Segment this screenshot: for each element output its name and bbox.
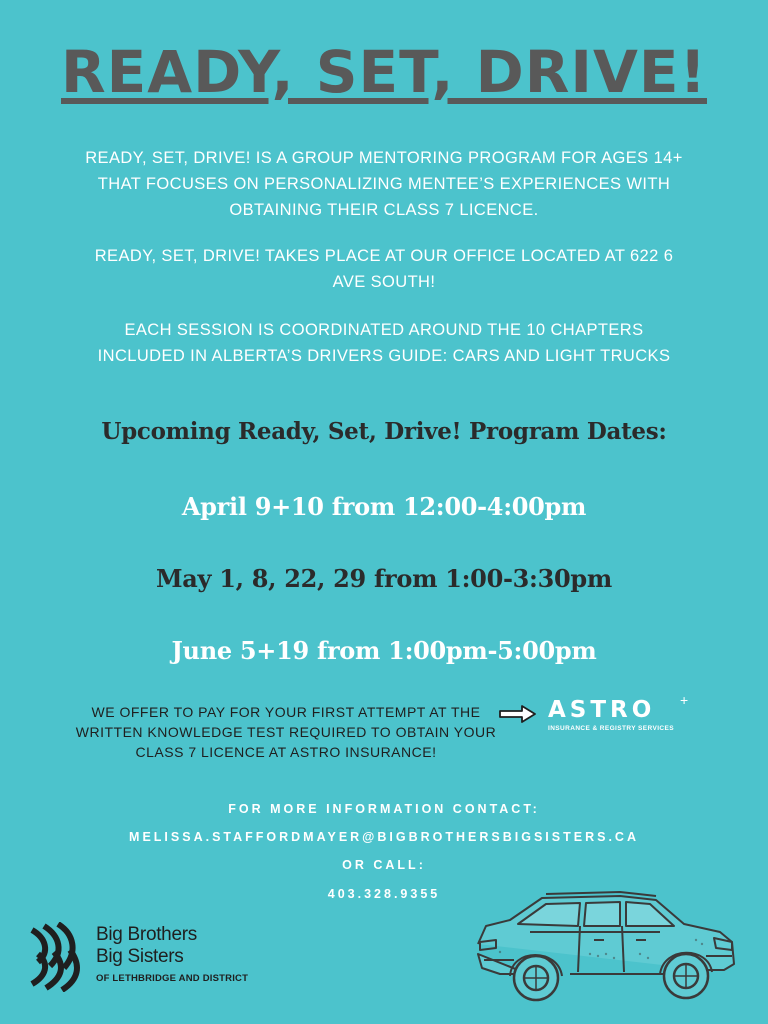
logo-line-1: Big Brothers (96, 924, 197, 945)
arrow-right-icon (498, 704, 538, 724)
astro-logo (548, 692, 708, 740)
intro-paragraph-2: READY, SET, DRIVE! TAKES PLACE AT OUR OFFICE LOCATED AT 622 6 AVE SOUTH! (94, 247, 674, 291)
logo-line-2: Big Sisters (96, 946, 184, 967)
logo-line-3: OF LETHBRIDGE AND DISTRICT (96, 973, 249, 984)
contact-heading: FOR MORE INFORMATION CONTACT: (228, 802, 540, 816)
contact-phone[interactable]: 403.328.9355 (327, 887, 441, 901)
bbbs-mark-icon (28, 922, 90, 992)
astro-logo-name: ASTRO (548, 697, 656, 723)
astro-logo-tagline: INSURANCE & REGISTRY SERVICES (548, 725, 674, 732)
contact-email[interactable]: MELISSA.STAFFORDMAYER@BIGBROTHERSBIGSISTERS.CA (129, 830, 639, 844)
plus-icon: + (680, 692, 689, 708)
date-line-june: June 5+19 from 1:00pm-5:00pm (171, 636, 597, 665)
intro-paragraph-1: READY, SET, DRIVE! IS A GROUP MENTORING PROGRAM FOR AGES 14+ THAT FOCUSES ON PERSONALIZING MENTEE’S EXPERIENCES WITH OBTAINING THEIR CLASS 7 LICENCE. (85, 149, 683, 219)
contact-or-call: OR CALL: (342, 858, 426, 872)
dates-heading: Upcoming Ready, Set, Drive! Program Dates: (101, 418, 667, 445)
car-illustration-icon (470, 884, 742, 1008)
date-line-april: April 9+10 from 12:00-4:00pm (181, 492, 587, 521)
poster-title: READY, SET, DRIVE! (61, 38, 707, 106)
bbbs-logo (28, 918, 258, 998)
intro-paragraph-3: EACH SESSION IS COORDINATED AROUND THE 10 CHAPTERS INCLUDED IN ALBERTA’S DRIVERS GUIDE: CARS AND LIGHT TRUCKS (97, 321, 671, 365)
offer-text: WE OFFER TO PAY FOR YOUR FIRST ATTEMPT AT THE WRITTEN KNOWLEDGE TEST REQUIRED TO OBTAIN YOUR CLASS 7 LICENCE AT ASTRO INSURANCE! (75, 704, 497, 760)
date-line-may: May 1, 8, 22, 29 from 1:00-3:30pm (156, 564, 612, 593)
